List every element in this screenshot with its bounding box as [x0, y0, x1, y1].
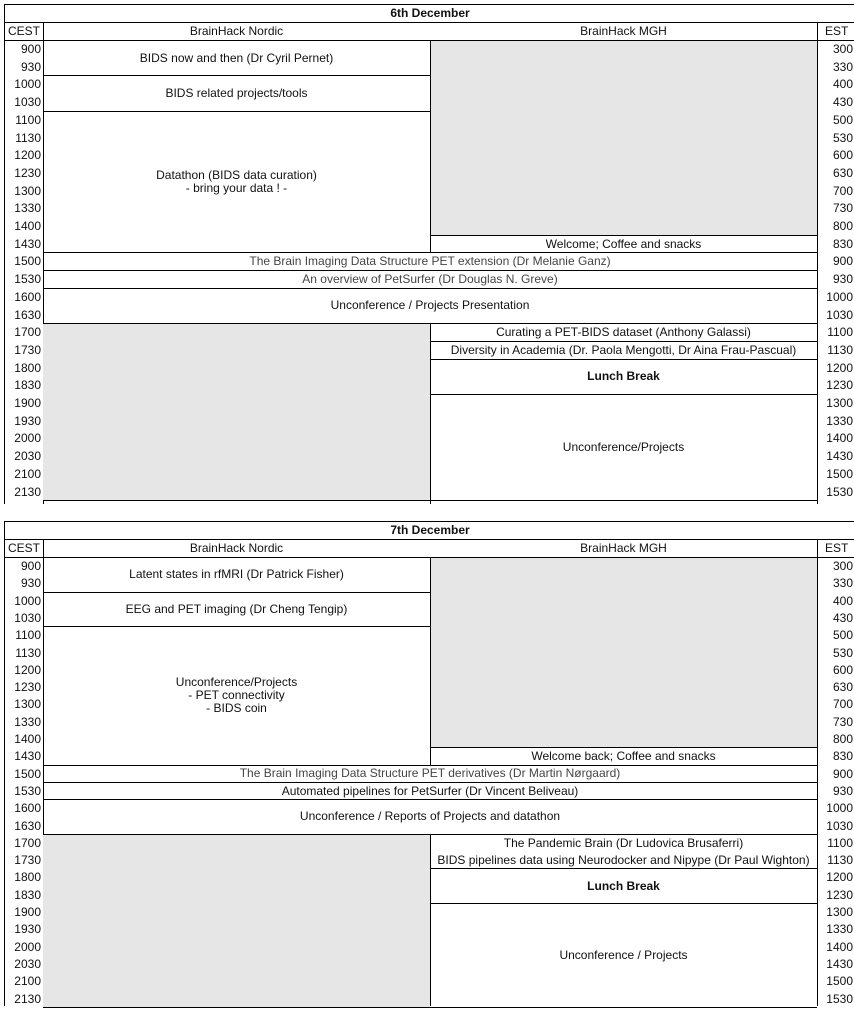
cest-time: 2000	[14, 431, 41, 446]
est-time: 1330	[826, 413, 853, 428]
cest-time: 1230	[14, 165, 41, 180]
mgh-session	[430, 41, 817, 236]
est-time: 630	[832, 165, 853, 180]
est-time: 1500	[826, 974, 853, 989]
cest-time: 1000	[14, 593, 41, 608]
nordic-session: Unconference/Projects - PET connectivity - BIDS coin	[43, 627, 430, 765]
est-time: 500	[832, 112, 853, 127]
est-time: 800	[832, 219, 853, 233]
est-time: 1400	[826, 939, 853, 954]
cest-time: 1500	[14, 766, 41, 781]
est-time: 930	[832, 783, 853, 798]
cest-time: 1800	[14, 360, 41, 375]
est-time: 730	[832, 201, 853, 216]
est-time: 530	[832, 645, 853, 660]
header-brainhack-mgh: BrainHack MGH	[430, 540, 817, 558]
cest-time: 1300	[14, 697, 41, 712]
header-cest: CEST	[5, 540, 43, 558]
cest-time: 1530	[14, 272, 41, 287]
cest-time: 1430	[14, 236, 41, 251]
est-time: 1130	[827, 853, 853, 868]
cest-time: 1500	[14, 254, 41, 269]
cest-time: 1400	[14, 732, 41, 746]
cest-time: 1330	[14, 201, 41, 216]
cest-time: 1830	[14, 378, 41, 393]
cest-time: 2030	[14, 449, 41, 464]
est-time: 700	[832, 697, 853, 712]
est-time: 1400	[826, 431, 853, 446]
nordic-session: Datathon (BIDS data curation) - bring your data ! -	[43, 112, 430, 254]
est-time: 1130	[827, 342, 853, 357]
cest-time: 1630	[14, 818, 41, 833]
mgh-session: Welcome back; Coffee and snacks	[430, 748, 817, 765]
est-time: 1000	[826, 801, 853, 816]
est-time: 900	[832, 766, 853, 781]
est-time: 1530	[826, 484, 853, 499]
cest-time: 1600	[14, 289, 41, 304]
est-time: 1300	[826, 905, 853, 919]
est-time: 1300	[826, 396, 853, 410]
day-schedule-6th-december	[4, 4, 854, 504]
est-time: 1200	[826, 870, 853, 885]
header-est: EST	[817, 540, 854, 558]
cest-time: 2100	[14, 974, 41, 989]
est-time: 1030	[826, 307, 853, 322]
est-time: 1030	[826, 818, 853, 833]
est-time: 400	[832, 77, 853, 92]
shared-session: The Brain Imaging Data Structure PET extension (Dr Melanie Ganz)	[43, 253, 817, 271]
est-time: 400	[832, 593, 853, 608]
est-time: 330	[832, 576, 853, 591]
cest-time: 1530	[14, 783, 41, 798]
est-time: 1530	[826, 991, 853, 1006]
cest-time: 1930	[14, 922, 41, 937]
est-time: 1200	[826, 360, 853, 375]
nordic-session: EEG and PET imaging (Dr Cheng Tengip)	[43, 593, 430, 628]
cest-time: 2100	[14, 466, 41, 481]
cest-time: 1400	[14, 219, 41, 233]
est-time: 630	[832, 680, 853, 695]
cest-time: 1830	[14, 887, 41, 902]
cest-time: 900	[20, 559, 41, 573]
header-est: EST	[817, 23, 854, 41]
day-schedule-7th-december	[4, 521, 854, 1006]
est-time: 500	[832, 628, 853, 643]
day-title: 7th December	[5, 522, 854, 540]
shared-session: Unconference / Reports of Projects and datathon	[43, 800, 817, 835]
cest-time: 1730	[14, 853, 41, 868]
mgh-late-session: Diversity in Academia (Dr. Paola Mengotti, Dr Aina Frau-Pascual)	[430, 342, 817, 360]
nordic-late-session	[43, 324, 430, 501]
cest-time: 1130	[15, 645, 41, 660]
cest-time: 1430	[14, 749, 41, 764]
cest-time: 1200	[14, 662, 41, 677]
est-time: 330	[832, 59, 853, 74]
cest-time: 1300	[14, 183, 41, 198]
shared-session: The Brain Imaging Data Structure PET derivatives (Dr Martin Nørgaard)	[43, 766, 817, 783]
nordic-session: Latent states in rfMRI (Dr Patrick Fisher)	[43, 558, 430, 593]
est-time: 1430	[826, 449, 853, 464]
est-time: 730	[832, 714, 853, 729]
nordic-session: BIDS now and then (Dr Cyril Pernet)	[43, 41, 430, 76]
cest-time: 1930	[14, 413, 41, 428]
cest-time: 1900	[14, 396, 41, 410]
est-time: 1500	[826, 466, 853, 481]
est-time: 430	[832, 95, 853, 110]
mgh-late-session: BIDS pipelines data using Neurodocker and Nipype (Dr Paul Wighton)	[430, 852, 817, 869]
header-brainhack-mgh: BrainHack MGH	[430, 23, 817, 41]
mgh-late-session: The Pandemic Brain (Dr Ludovica Brusaferri)	[503, 835, 744, 850]
cest-time: 2130	[14, 484, 41, 499]
cest-time: 1200	[14, 148, 41, 163]
cest-time: 1130	[15, 130, 41, 145]
cest-time: 1330	[14, 714, 41, 729]
cest-time: 1030	[14, 610, 41, 625]
est-time: 1330	[826, 922, 853, 937]
est-time: 600	[832, 148, 853, 163]
nordic-session: BIDS related projects/tools	[43, 76, 430, 111]
est-time: 300	[832, 42, 853, 56]
mgh-late-session: Lunch Break	[430, 360, 817, 395]
mgh-session: Welcome; Coffee and snacks	[430, 236, 817, 254]
cest-time: 930	[20, 576, 41, 591]
cest-time: 1100	[15, 628, 41, 643]
mgh-late-session: Lunch Break	[430, 869, 817, 904]
cest-time: 1900	[14, 905, 41, 919]
est-time: 530	[832, 130, 853, 145]
est-time: 900	[832, 254, 853, 269]
est-time: 1100	[827, 835, 853, 850]
header-brainhack-nordic: BrainHack Nordic	[43, 23, 430, 41]
cest-time: 2030	[14, 956, 41, 971]
header-cest: CEST	[5, 23, 43, 41]
nordic-late-session	[43, 835, 430, 1008]
cest-time: 930	[20, 59, 41, 74]
est-time: 830	[832, 236, 853, 251]
cest-time: 1000	[14, 77, 41, 92]
est-time: 1100	[827, 325, 853, 340]
mgh-late-session: Curating a PET-BIDS dataset (Anthony Galassi)	[430, 324, 817, 342]
cest-time: 1730	[14, 342, 41, 357]
est-time: 1230	[826, 887, 853, 902]
mgh-session	[430, 558, 817, 748]
cest-time: 1630	[14, 307, 41, 322]
cest-time: 1700	[14, 835, 41, 850]
est-time: 600	[832, 662, 853, 677]
est-time: 800	[832, 732, 853, 746]
shared-session: Unconference / Projects Presentation	[43, 289, 817, 324]
cest-time: 1030	[14, 95, 41, 110]
shared-session: An overview of PetSurfer (Dr Douglas N. Greve)	[43, 271, 817, 289]
cest-time: 900	[20, 42, 41, 56]
shared-session: Automated pipelines for PetSurfer (Dr Vincent Beliveau)	[43, 783, 817, 800]
cest-time: 1700	[14, 325, 41, 340]
est-time: 1430	[826, 956, 853, 971]
est-time: 1230	[826, 378, 853, 393]
est-time: 300	[832, 559, 853, 573]
cest-time: 2130	[14, 991, 41, 1006]
header-brainhack-nordic: BrainHack Nordic	[43, 540, 430, 558]
cest-time: 1100	[15, 112, 41, 127]
cest-time: 1800	[14, 870, 41, 885]
mgh-late-session: Unconference/Projects	[430, 395, 817, 501]
cest-time: 1600	[14, 801, 41, 816]
cest-time: 1230	[14, 680, 41, 695]
est-time: 830	[832, 749, 853, 764]
mgh-late-session: Unconference / Projects	[430, 904, 817, 1008]
est-time: 700	[832, 183, 853, 198]
day-title: 6th December	[5, 5, 854, 23]
est-time: 430	[832, 610, 853, 625]
est-time: 930	[832, 272, 853, 287]
est-time: 1000	[826, 289, 853, 304]
cest-time: 2000	[14, 939, 41, 954]
